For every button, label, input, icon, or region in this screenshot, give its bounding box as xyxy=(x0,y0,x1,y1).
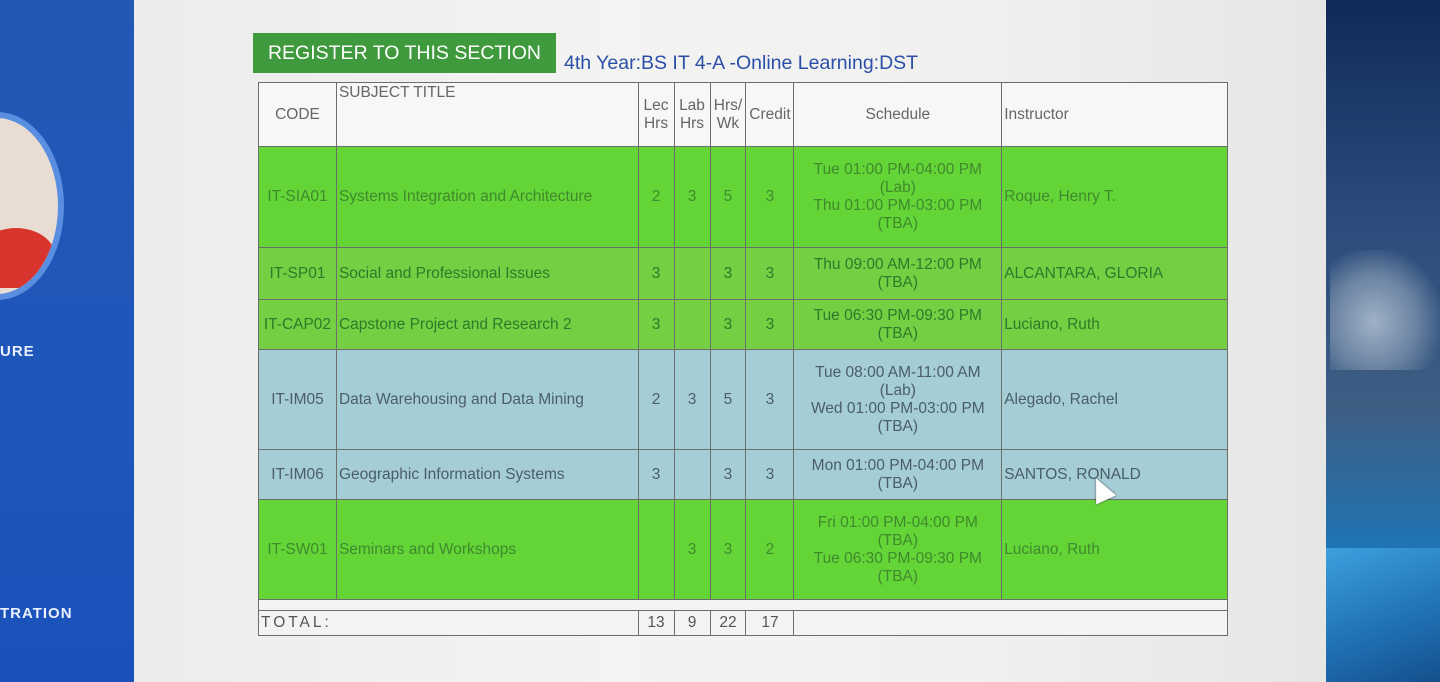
table-spacer-row xyxy=(259,600,1228,611)
schedule-line: Wed 01:00 PM-03:00 PM xyxy=(810,399,985,417)
row-instructor: Roque, Henry T. xyxy=(1002,147,1228,248)
schedule-line: Tue 06:30 PM-09:30 PM xyxy=(813,549,982,567)
schedule-line: Fri 01:00 PM-04:00 PM xyxy=(817,513,978,531)
left-background-panel xyxy=(0,0,134,682)
row-code: IT-IM06 xyxy=(259,450,337,500)
row-hrs-wk: 3 xyxy=(710,248,746,300)
row-credit: 3 xyxy=(746,248,794,300)
table-header-row xyxy=(259,83,1228,147)
col-header-schedule: Schedule xyxy=(794,83,1002,147)
right-background-sea xyxy=(1326,548,1440,682)
row-instructor: Alegado, Rachel xyxy=(1002,350,1228,450)
total-label: TOTAL: xyxy=(259,611,639,636)
row-code: IT-SP01 xyxy=(259,248,337,300)
table-row xyxy=(259,450,1228,500)
row-instructor: SANTOS, RONALD xyxy=(1002,450,1228,500)
row-hrs-wk: 5 xyxy=(710,350,746,450)
row-hrs-wk: 5 xyxy=(710,147,746,248)
schedule-line: (TBA) xyxy=(877,531,919,549)
row-code: IT-IM05 xyxy=(259,350,337,450)
schedule-table xyxy=(258,82,1228,636)
row-instructor: Luciano, Ruth xyxy=(1002,300,1228,350)
schedule-line: Thu 01:00 PM-03:00 PM xyxy=(813,197,983,214)
row-schedule xyxy=(794,450,1002,500)
row-credit: 3 xyxy=(746,147,794,248)
row-code: IT-SW01 xyxy=(259,500,337,600)
section-title: 4th Year:BS IT 4-A -Online Learning:DST xyxy=(564,52,919,74)
row-title: Social and Professional Issues xyxy=(336,248,638,300)
total-hrs-wk: 22 xyxy=(710,611,746,636)
row-lab: 3 xyxy=(674,500,710,600)
schedule-line: (TBA) xyxy=(877,567,919,585)
row-schedule xyxy=(794,350,1002,450)
row-lab: 3 xyxy=(674,147,710,248)
row-schedule xyxy=(794,500,1002,600)
total-lab: 9 xyxy=(674,611,710,636)
row-lec: 2 xyxy=(638,147,674,248)
schedule-line: (TBA) xyxy=(877,324,919,342)
row-code: IT-CAP02 xyxy=(259,300,337,350)
spacer-cell xyxy=(259,600,1228,611)
total-row xyxy=(259,611,1228,636)
row-hrs-wk: 3 xyxy=(710,300,746,350)
row-lab xyxy=(674,248,710,300)
avatar xyxy=(0,112,64,300)
row-code: IT-SIA01 xyxy=(259,147,337,248)
total-credit: 17 xyxy=(746,611,794,636)
row-title: Seminars and Workshops xyxy=(336,500,638,600)
col-header-hrs-wk: Hrs/ Wk xyxy=(710,83,746,147)
table-row xyxy=(259,500,1228,600)
table-row xyxy=(259,350,1228,450)
row-lec: 3 xyxy=(638,450,674,500)
row-schedule xyxy=(794,147,1002,248)
row-title: Geographic Information Systems xyxy=(336,450,638,500)
row-lab xyxy=(674,450,710,500)
col-header-lab-hrs: Lab Hrs xyxy=(674,83,710,147)
schedule-line: Tue 08:00 AM-11:00 AM xyxy=(815,363,981,381)
table-row xyxy=(259,248,1228,300)
schedule-line: (TBA) xyxy=(877,417,919,435)
row-hrs-wk: 3 xyxy=(710,450,746,500)
schedule-line: (Lab) xyxy=(879,179,916,196)
row-lab: 3 xyxy=(674,350,710,450)
side-menu-label-top: URE xyxy=(0,343,35,360)
row-credit: 3 xyxy=(746,300,794,350)
schedule-line: Mon 01:00 PM-04:00 PM xyxy=(811,456,984,474)
schedule-line: (TBA) xyxy=(877,215,919,232)
row-credit: 2 xyxy=(746,500,794,600)
row-title: Systems Integration and Architecture xyxy=(336,147,638,248)
total-lec: 13 xyxy=(638,611,674,636)
row-lec: 2 xyxy=(638,350,674,450)
col-header-lec-hrs: Lec Hrs xyxy=(638,83,674,147)
col-header-instructor: Instructor xyxy=(1002,83,1228,147)
table-row xyxy=(259,300,1228,350)
schedule-line: (TBA) xyxy=(877,474,919,492)
col-header-code: CODE xyxy=(259,83,337,147)
side-menu-label-bottom: TRATION xyxy=(0,605,73,622)
row-title: Data Warehousing and Data Mining xyxy=(336,350,638,450)
schedule-line: (TBA) xyxy=(877,273,919,291)
row-instructor: ALCANTARA, GLORIA xyxy=(1002,248,1228,300)
row-lec: 3 xyxy=(638,248,674,300)
row-lec: 3 xyxy=(638,300,674,350)
row-lab xyxy=(674,300,710,350)
right-background-cloud xyxy=(1330,250,1440,370)
col-header-subject-title: SUBJECT TITLE xyxy=(336,83,638,147)
row-schedule xyxy=(794,248,1002,300)
table-row xyxy=(259,147,1228,248)
schedule-line: (Lab) xyxy=(879,381,916,399)
schedule-line: Thu 09:00 AM-12:00 PM xyxy=(813,255,982,273)
schedule-line: Tue 01:00 PM-04:00 PM xyxy=(813,161,982,178)
row-instructor: Luciano, Ruth xyxy=(1002,500,1228,600)
page-panel xyxy=(134,0,1326,682)
row-schedule xyxy=(794,300,1002,350)
schedule-line: Tue 06:30 PM-09:30 PM xyxy=(813,306,982,324)
row-credit: 3 xyxy=(746,350,794,450)
row-credit: 3 xyxy=(746,450,794,500)
row-hrs-wk: 3 xyxy=(710,500,746,600)
total-empty-cell xyxy=(794,611,1228,636)
row-title: Capstone Project and Research 2 xyxy=(336,300,638,350)
col-header-credit: Credit xyxy=(746,83,794,147)
register-section-button[interactable]: REGISTER TO THIS SECTION xyxy=(253,33,556,73)
row-lec xyxy=(638,500,674,600)
